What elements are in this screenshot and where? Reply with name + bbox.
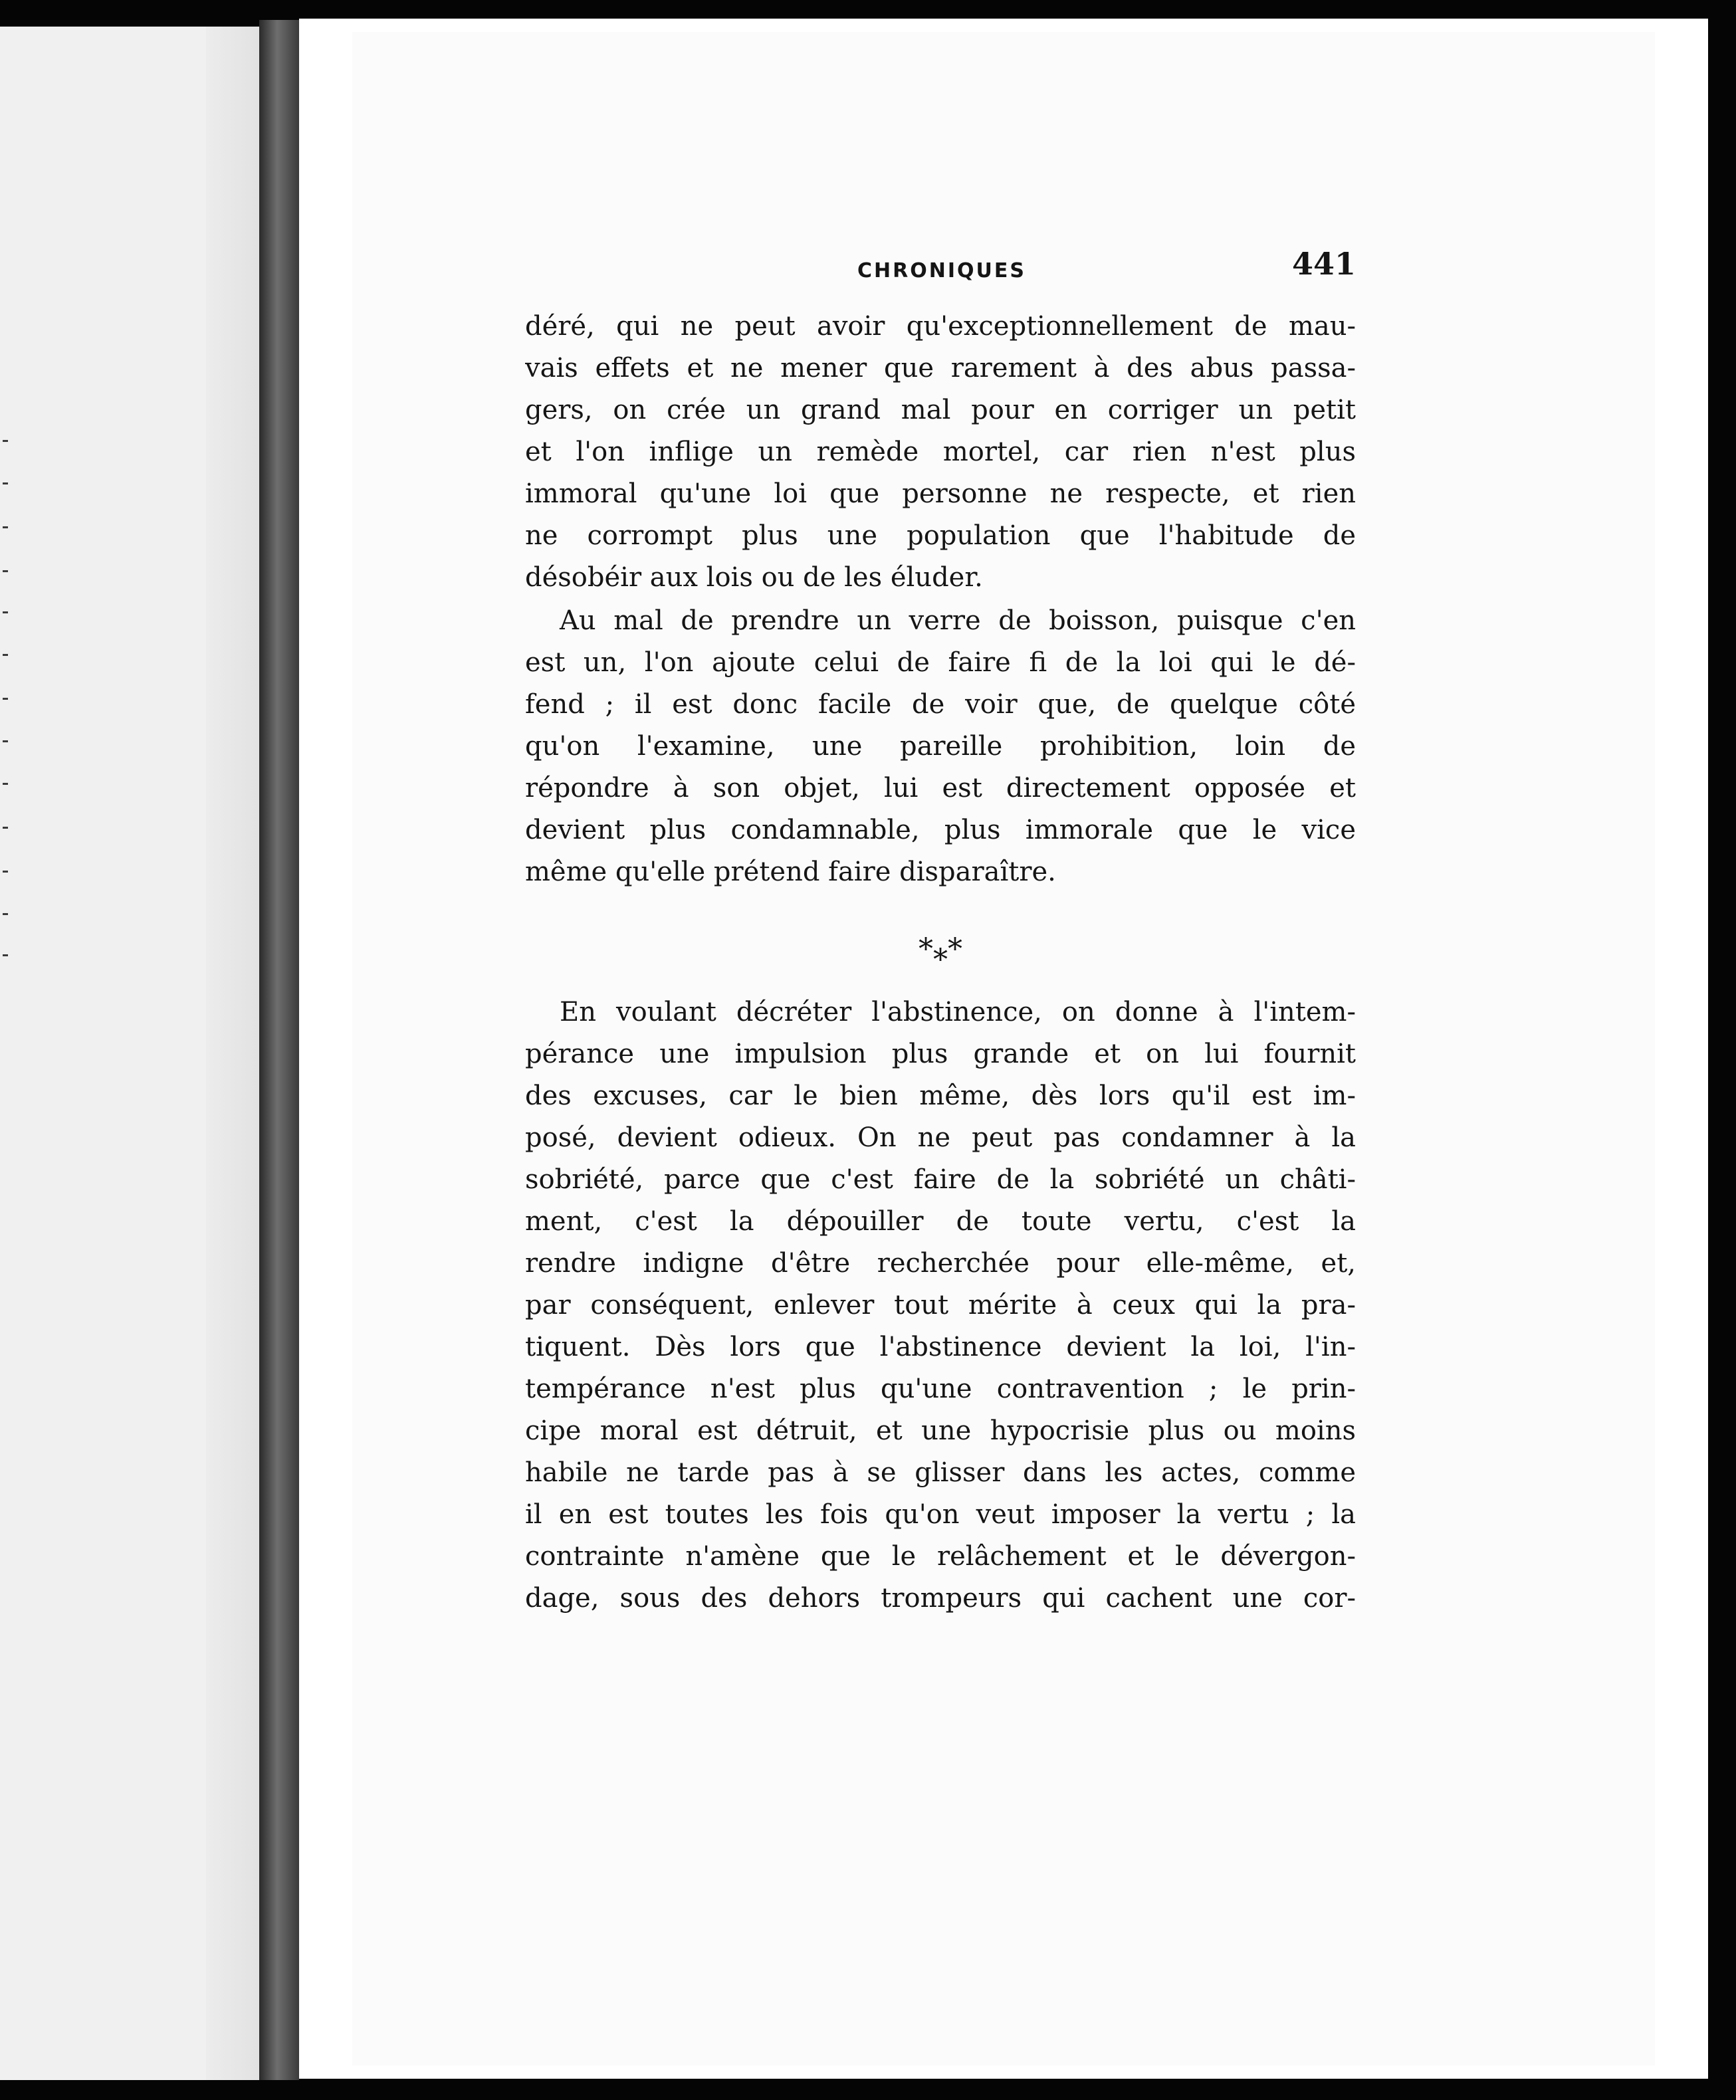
text-line: et l'on inflige un remède mortel, car rien n'est plus (525, 437, 1356, 467)
text-line: vais effets et ne mener que rarement à des abus passa- (525, 353, 1356, 383)
facing-page-edge (0, 27, 259, 2080)
text-line: ment, c'est la dépouiller de toute vertu, c'est la (525, 1206, 1356, 1237)
section-break-asterism (525, 898, 1356, 985)
text-line: gers, on crée un grand mal pour en corriger un petit (525, 395, 1356, 425)
margin-mark (3, 611, 8, 613)
text-line: rendre indigne d'être recherchée pour elle-même, et, (525, 1248, 1356, 1279)
text-line: immoral qu'une loi que personne ne respecte, et rien (525, 478, 1356, 509)
margin-mark (3, 871, 8, 873)
margin-mark (3, 526, 8, 528)
margin-mark (3, 827, 8, 829)
margin-mark (3, 654, 8, 656)
facing-page-shadow (206, 27, 259, 2080)
text-line: désobéir aux lois ou de les éluder. (525, 562, 983, 593)
text-line: il en est toutes les fois qu'on veut imposer la vertu ; la (525, 1499, 1356, 1530)
text-line: qu'on l'examine, une pareille prohibition, loin de (525, 731, 1356, 762)
text-line: tiquent. Dès lors que l'abstinence devient la loi, l'in- (525, 1332, 1356, 1362)
text-line: répondre à son objet, lui est directement opposée et (525, 773, 1356, 803)
book-page (299, 19, 1708, 2079)
text-line: ne corrompt plus une population que l'habitude de (525, 520, 1356, 551)
text-line: même qu'elle prétend faire disparaître. (525, 857, 1056, 887)
running-title: CHRONIQUES (857, 259, 1026, 282)
running-head (525, 245, 1356, 291)
margin-mark (3, 954, 8, 956)
text-line: posé, devient odieux. On ne peut pas condamner à la (525, 1122, 1356, 1153)
text-line: contrainte n'amène que le relâchement et le dévergon- (525, 1541, 1356, 1572)
text-line: des excuses, car le bien même, dès lors qu'il est im- (525, 1081, 1356, 1111)
text-block (525, 245, 1356, 1620)
paragraph-3 (525, 992, 1356, 1620)
text-line: pérance une impulsion plus grande et on lui fournit (525, 1039, 1356, 1069)
margin-mark (3, 740, 8, 742)
page-number: 441 (1291, 246, 1356, 282)
text-line: fend ; il est donc facile de voir que, de quelque côté (525, 689, 1356, 720)
text-line: dage, sous des dehors trompeurs qui cachent une cor- (525, 1583, 1356, 1614)
margin-mark (3, 783, 8, 785)
paragraph-1 (525, 306, 1356, 599)
margin-mark (3, 570, 8, 572)
text-line: cipe moral est détruit, et une hypocrisie plus ou moins (525, 1416, 1356, 1446)
text-line: sobriété, parce que c'est faire de la sobriété un châti- (525, 1164, 1356, 1195)
scan-right-border (1708, 0, 1736, 2100)
text-line: devient plus condamnable, plus immorale que le vice (525, 815, 1356, 845)
text-line: est un, l'on ajoute celui de faire fi de la loi qui le dé- (525, 647, 1356, 678)
margin-mark (3, 440, 8, 442)
asterism-star: * (919, 932, 933, 966)
margin-mark (3, 482, 8, 484)
book-binding-gutter (259, 20, 299, 2080)
text-line: habile ne tarde pas à se glisser dans les actes, comme (525, 1457, 1356, 1488)
text-line: En voulant décréter l'abstinence, on donne à l'intem- (560, 997, 1356, 1027)
paragraph-2 (525, 600, 1356, 893)
text-line: Au mal de prendre un verre de boisson, puisque c'en (560, 605, 1356, 636)
asterism-star: * (948, 932, 962, 966)
margin-mark (3, 698, 8, 700)
margin-mark (3, 913, 8, 915)
asterism-star: * (933, 943, 948, 977)
text-line: déré, qui ne peut avoir qu'exceptionnellement de mau- (525, 311, 1356, 342)
text-line: tempérance n'est plus qu'une contravention ; le prin- (525, 1374, 1356, 1404)
text-line: par conséquent, enlever tout mérite à ceux qui la pra- (525, 1290, 1356, 1320)
